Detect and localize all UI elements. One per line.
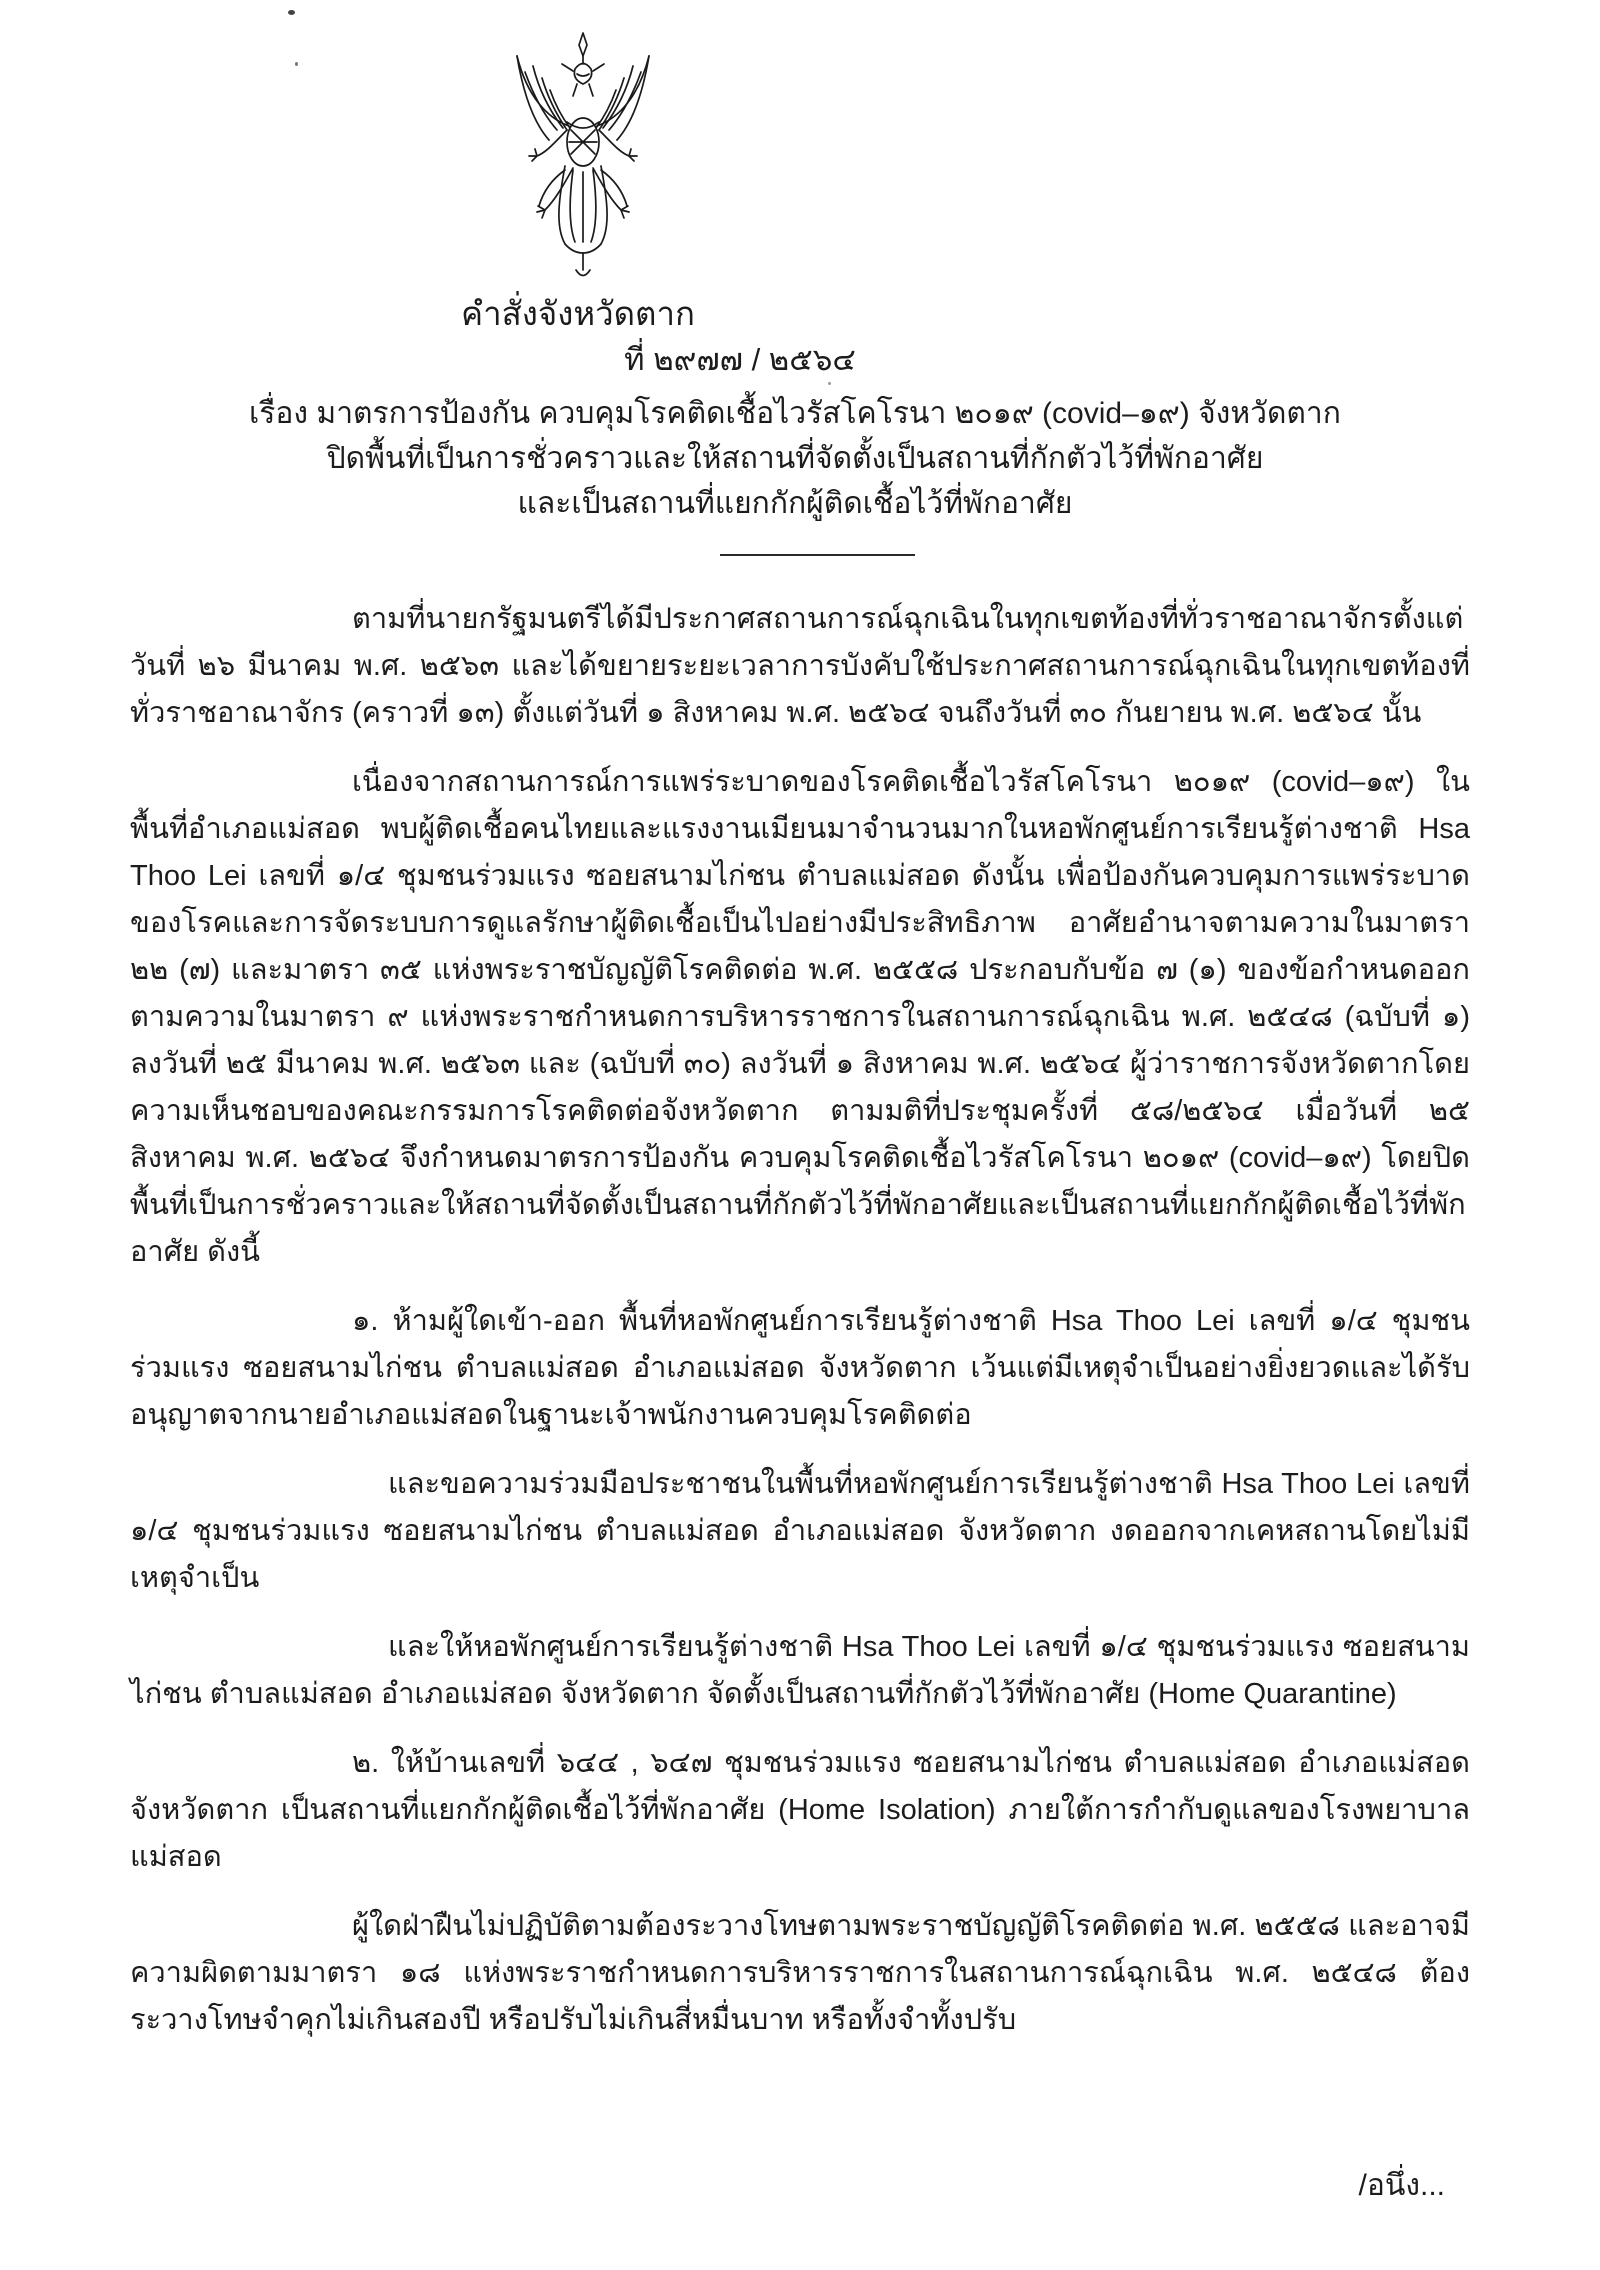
- subject-line-2: ปิดพื้นที่เป็นการชั่วคราวและให้สถานที่จัดตั้งเป็นสถานที่กักตัวไว้ที่พักอาศัย: [326, 442, 1264, 475]
- paragraph-home-quarantine: และให้หอพักศูนย์การเรียนรู้ต่างชาติ Hsa Thoo Lei เลขที่ ๑/๔ ชุมชนร่วมแรง ซอยสนามไก่ชน ตำบลแม่สอด อำเภอแม่สอด จังหวัดตาก จัดตั้งเป็นสถานที่กักตัวไว้ที่พักอาศัย (Home Quarantine): [130, 1631, 1470, 1710]
- document-header: [0, 30, 1600, 556]
- document-title: คำสั่งจังหวัดตาก: [461, 295, 695, 332]
- subject-line-3: และเป็นสถานที่แยกกักผู้ติดเชื้อไว้ที่พักอาศัย: [517, 487, 1073, 520]
- subject-line-1: เรื่อง มาตรการป้องกัน ควบคุมโรคติดเชื้อไวรัสโคโรนา ๒๐๑๙ (covid–๑๙) จังหวัดตาก: [249, 397, 1341, 430]
- garuda-emblem-icon: [503, 30, 663, 285]
- paragraph-order-item-1: ๑. ห้ามผู้ใดเข้า-ออก พื้นที่หอพักศูนย์การเรียนรู้ต่างชาติ Hsa Thoo Lei เลขที่ ๑/๔ ชุมชนร่วมแรง ซอยสนามไก่ชน ตำบลแม่สอด อำเภอแม่สอด จังหวัดตาก เว้นแต่มีเหตุจำเป็นอย่างยิ่งยวดและได้รับอนุญาตจากนายอำเภอแม่สอดในฐานะเจ้าพนักงานควบคุมโรคติดต่อ: [130, 1305, 1470, 1431]
- paragraph-cooperation: และขอความร่วมมือประชาชนในพื้นที่หอพักศูนย์การเรียนรู้ต่างชาติ Hsa Thoo Lei เลขที่ ๑/๔ ชุมชนร่วมแรง ซอยสนามไก่ชน ตำบลแม่สอด อำเภอแม่สอด จังหวัดตาก งดออกจากเคหสถานโดยไม่มีเหตุจำเป็น: [130, 1468, 1470, 1594]
- continuation-mark: /อนึ่ง...: [1358, 2169, 1445, 2202]
- paragraph-rationale: เนื่องจากสถานการณ์การแพร่ระบาดของโรคติดเชื้อไวรัสโคโรนา ๒๐๑๙ (covid–๑๙) ในพื้นที่อำเภอแม่สอด พบผู้ติดเชื้อคนไทยและแรงงานเมียนมาจำนวนมากในหอพักศูนย์การเรียนรู้ต่างชาติ Hsa Thoo Lei เลขที่ ๑/๔ ชุมชนร่วมแรง ซอยสนามไก่ชน ตำบลแม่สอด ดังนั้น เพื่อป้องกันควบคุมการแพร่ระบาดของโรคและการจัดระบบการดูแลรักษาผู้ติดเชื้อเป็นไปอย่างมีประสิทธิภาพ อาศัยอำนาจตามความในมาตรา ๒๒ (๗) และมาตรา ๓๕ แห่งพระราชบัญญัติโรคติดต่อ พ.ศ. ๒๕๕๘ ประกอบกับข้อ ๗ (๑) ของข้อกำหนดออกตามความในมาตรา ๙ แห่งพระราชกำหนดการบริหารราชการในสถานการณ์ฉุกเฉิน พ.ศ. ๒๕๔๘ (ฉบับที่ ๑) ลงวันที่ ๒๕ มีนาคม พ.ศ. ๒๕๖๓ และ (ฉบับที่ ๓๐) ลงวันที่ ๑ สิงหาคม พ.ศ. ๒๕๖๔ ผู้ว่าราชการจังหวัดตากโดยความเห็นชอบของคณะกรรมการโรคติดต่อจังหวัดตาก ตามมติที่ประชุมครั้งที่ ๕๘/๒๕๖๔ เมื่อวันที่ ๒๕ สิงหาคม พ.ศ. ๒๕๖๔ จึงกำหนดมาตรการป้องกัน ควบคุมโรคติดเชื้อไวรัสโคโรนา ๒๐๑๙ (covid–๑๙) โดยปิดพื้นที่เป็นการชั่วคราวและให้สถานที่จัดตั้งเป็นสถานที่กักตัวไว้ที่พักอาศัยและเป็นสถานที่แยกกักผู้ติดเชื้อไว้ที่พักอาศัย ดังนี้: [130, 766, 1470, 1268]
- document-body: [0, 596, 1600, 2209]
- paragraph-order-item-2: ๒. ให้บ้านเลขที่ ๖๔๔ , ๖๔๗ ชุมชนร่วมแรง ซอยสนามไก่ชน ตำบลแม่สอด อำเภอแม่สอด จังหวัดตาก เป็นสถานที่แยกกักผู้ติดเชื้อไว้ที่พักอาศัย (Home Isolation) ภายใต้การกำกับดูแลของโรงพยาบาลแม่สอด: [130, 1747, 1470, 1873]
- subject-block: [0, 391, 1600, 526]
- scan-speck: [288, 10, 295, 15]
- paragraph-penalty: ผู้ใดฝ่าฝืนไม่ปฏิบัติตามต้องระวางโทษตามพระราชบัญญัติโรคติดต่อ พ.ศ. ๒๕๕๘ และอาจมีความผิดตามมาตรา ๑๘ แห่งพระราชกำหนดการบริหารราชการในสถานการณ์ฉุกเฉิน พ.ศ. ๒๕๔๘ ต้องระวางโทษจำคุกไม่เกินสองปี หรือปรับไม่เกินสี่หมื่นบาท หรือทั้งจำทั้งปรับ: [130, 1910, 1470, 2036]
- header-divider: [720, 554, 915, 556]
- scan-speck: [295, 62, 298, 66]
- paragraph-preamble: ตามที่นายกรัฐมนตรีได้มีประกาศสถานการณ์ฉุกเฉินในทุกเขตท้องที่ทั่วราชอาณาจักรตั้งแต่วันที่ ๒๖ มีนาคม พ.ศ. ๒๕๖๓ และได้ขยายระยะเวลาการบังคับใช้ประกาศสถานการณ์ฉุกเฉินในทุกเขตท้องที่ทั่วราชอาณาจักร (คราวที่ ๑๓) ตั้งแต่วันที่ ๑ สิงหาคม พ.ศ. ๒๕๖๔ จนถึงวันที่ ๓๐ กันยายน พ.ศ. ๒๕๖๔ นั้น: [130, 603, 1470, 729]
- document-number: ที่ ๒๙๗๗ / ๒๕๖๔: [624, 342, 856, 377]
